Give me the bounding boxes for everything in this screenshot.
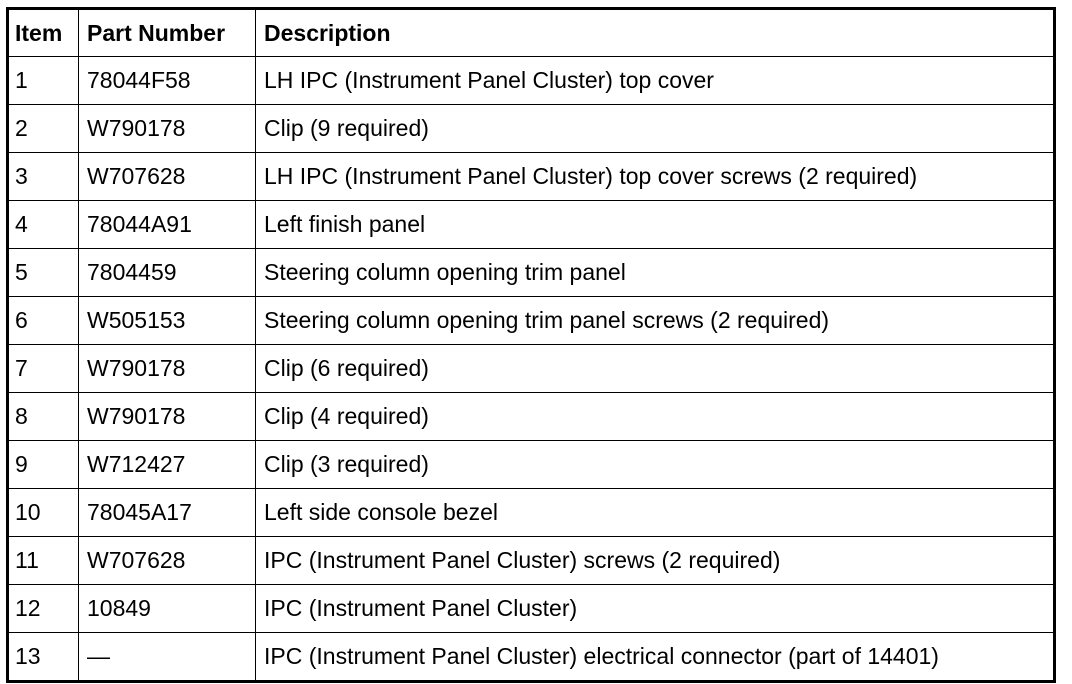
- table-row: [8, 441, 1055, 489]
- header-part-number: Part Number: [79, 9, 256, 57]
- description-cell: Steering column opening trim panel: [256, 249, 1055, 297]
- item-cell: 6: [8, 297, 79, 345]
- item-cell: 13: [8, 633, 79, 682]
- table-row: [8, 57, 1055, 105]
- part-number-cell: W790178: [79, 345, 256, 393]
- item-cell: 7: [8, 345, 79, 393]
- description-cell: LH IPC (Instrument Panel Cluster) top cover screws (2 required): [256, 153, 1055, 201]
- header-description: Description: [256, 9, 1055, 57]
- table-row: [8, 585, 1055, 633]
- item-cell: 10: [8, 489, 79, 537]
- item-cell: 11: [8, 537, 79, 585]
- table-row: [8, 393, 1055, 441]
- part-number-cell: —: [79, 633, 256, 682]
- table-row: [8, 153, 1055, 201]
- parts-table: [6, 7, 1056, 683]
- description-cell: Left finish panel: [256, 201, 1055, 249]
- description-cell: LH IPC (Instrument Panel Cluster) top cover: [256, 57, 1055, 105]
- table-header: [8, 9, 1055, 57]
- description-cell: Clip (3 required): [256, 441, 1055, 489]
- part-number-cell: W790178: [79, 393, 256, 441]
- description-cell: Steering column opening trim panel screws (2 required): [256, 297, 1055, 345]
- item-cell: 5: [8, 249, 79, 297]
- table-row: [8, 249, 1055, 297]
- part-number-cell: W707628: [79, 153, 256, 201]
- table-row: [8, 633, 1055, 682]
- table-body: [8, 57, 1055, 682]
- item-cell: 9: [8, 441, 79, 489]
- description-cell: Left side console bezel: [256, 489, 1055, 537]
- item-cell: 3: [8, 153, 79, 201]
- table-row: [8, 105, 1055, 153]
- part-number-cell: W707628: [79, 537, 256, 585]
- table-row: [8, 297, 1055, 345]
- description-cell: Clip (9 required): [256, 105, 1055, 153]
- description-cell: IPC (Instrument Panel Cluster): [256, 585, 1055, 633]
- description-cell: IPC (Instrument Panel Cluster) screws (2 required): [256, 537, 1055, 585]
- part-number-cell: W790178: [79, 105, 256, 153]
- part-number-cell: 78044F58: [79, 57, 256, 105]
- part-number-cell: 78045A17: [79, 489, 256, 537]
- table-row: [8, 489, 1055, 537]
- table-row: [8, 345, 1055, 393]
- part-number-cell: 7804459: [79, 249, 256, 297]
- item-cell: 2: [8, 105, 79, 153]
- header-row: [8, 9, 1055, 57]
- part-number-cell: 78044A91: [79, 201, 256, 249]
- table-row: [8, 201, 1055, 249]
- part-number-cell: 10849: [79, 585, 256, 633]
- item-cell: 12: [8, 585, 79, 633]
- part-number-cell: W505153: [79, 297, 256, 345]
- table-row: [8, 537, 1055, 585]
- header-item: Item: [8, 9, 79, 57]
- description-cell: Clip (6 required): [256, 345, 1055, 393]
- description-cell: IPC (Instrument Panel Cluster) electrical connector (part of 14401): [256, 633, 1055, 682]
- item-cell: 4: [8, 201, 79, 249]
- item-cell: 8: [8, 393, 79, 441]
- part-number-cell: W712427: [79, 441, 256, 489]
- item-cell: 1: [8, 57, 79, 105]
- description-cell: Clip (4 required): [256, 393, 1055, 441]
